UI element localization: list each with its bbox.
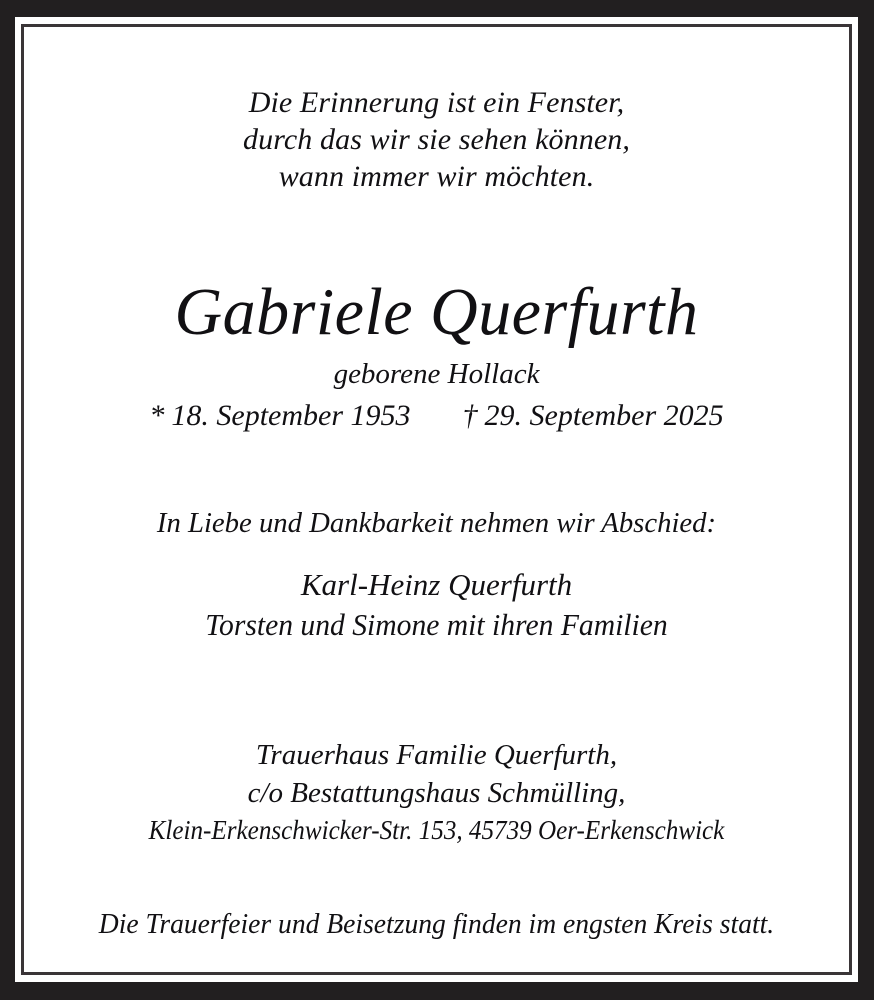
- deceased-name: Gabriele Querfurth: [174, 275, 699, 349]
- death-date-value: 29. September 2025: [484, 399, 724, 432]
- birth-star-icon: *: [149, 399, 165, 432]
- address-line-funeral-home: c/o Bestattungshaus Schmülling,: [247, 777, 626, 809]
- memorial-quote: [46, 84, 827, 195]
- mourner-name-2: Torsten und Simone mit ihren Familien: [205, 607, 668, 642]
- quote-line-1: Die Erinnerung ist ein Fenster,: [248, 86, 625, 119]
- death-cross-icon: †: [462, 399, 478, 432]
- mourners-intro: In Liebe und Dankbarkeit nehmen wir Abschied:: [156, 507, 717, 539]
- service-note: [42, 907, 831, 943]
- mourners-section: [46, 505, 827, 645]
- deceased-identity: [46, 272, 827, 435]
- condolence-address: [42, 736, 831, 848]
- birth-date-value: 18. September 1953: [171, 399, 411, 432]
- death-date: [463, 397, 724, 435]
- mourner-name-1: Karl-Heinz Querfurth: [300, 567, 573, 602]
- address-line-household: Trauerhaus Familie Querfurth,: [255, 739, 618, 771]
- frame-inner-gap: [15, 17, 858, 982]
- birth-date: [149, 397, 410, 435]
- quote-line-2: durch das wir sie sehen können,: [243, 123, 630, 156]
- life-dates: [46, 397, 827, 435]
- obituary-card: [21, 24, 852, 975]
- mourners-list: [46, 565, 827, 645]
- deceased-maiden-name: geborene Hollack: [333, 358, 540, 390]
- obituary-content: [24, 27, 849, 972]
- address-line-street: Klein-Erkenschwicker-Str. 153, 45739 Oer-Erkenschwick: [148, 815, 725, 845]
- quote-line-3: wann immer wir möchten.: [278, 160, 595, 193]
- service-note-text: Die Trauerfeier und Beisetzung finden im engsten Kreis statt.: [98, 909, 775, 940]
